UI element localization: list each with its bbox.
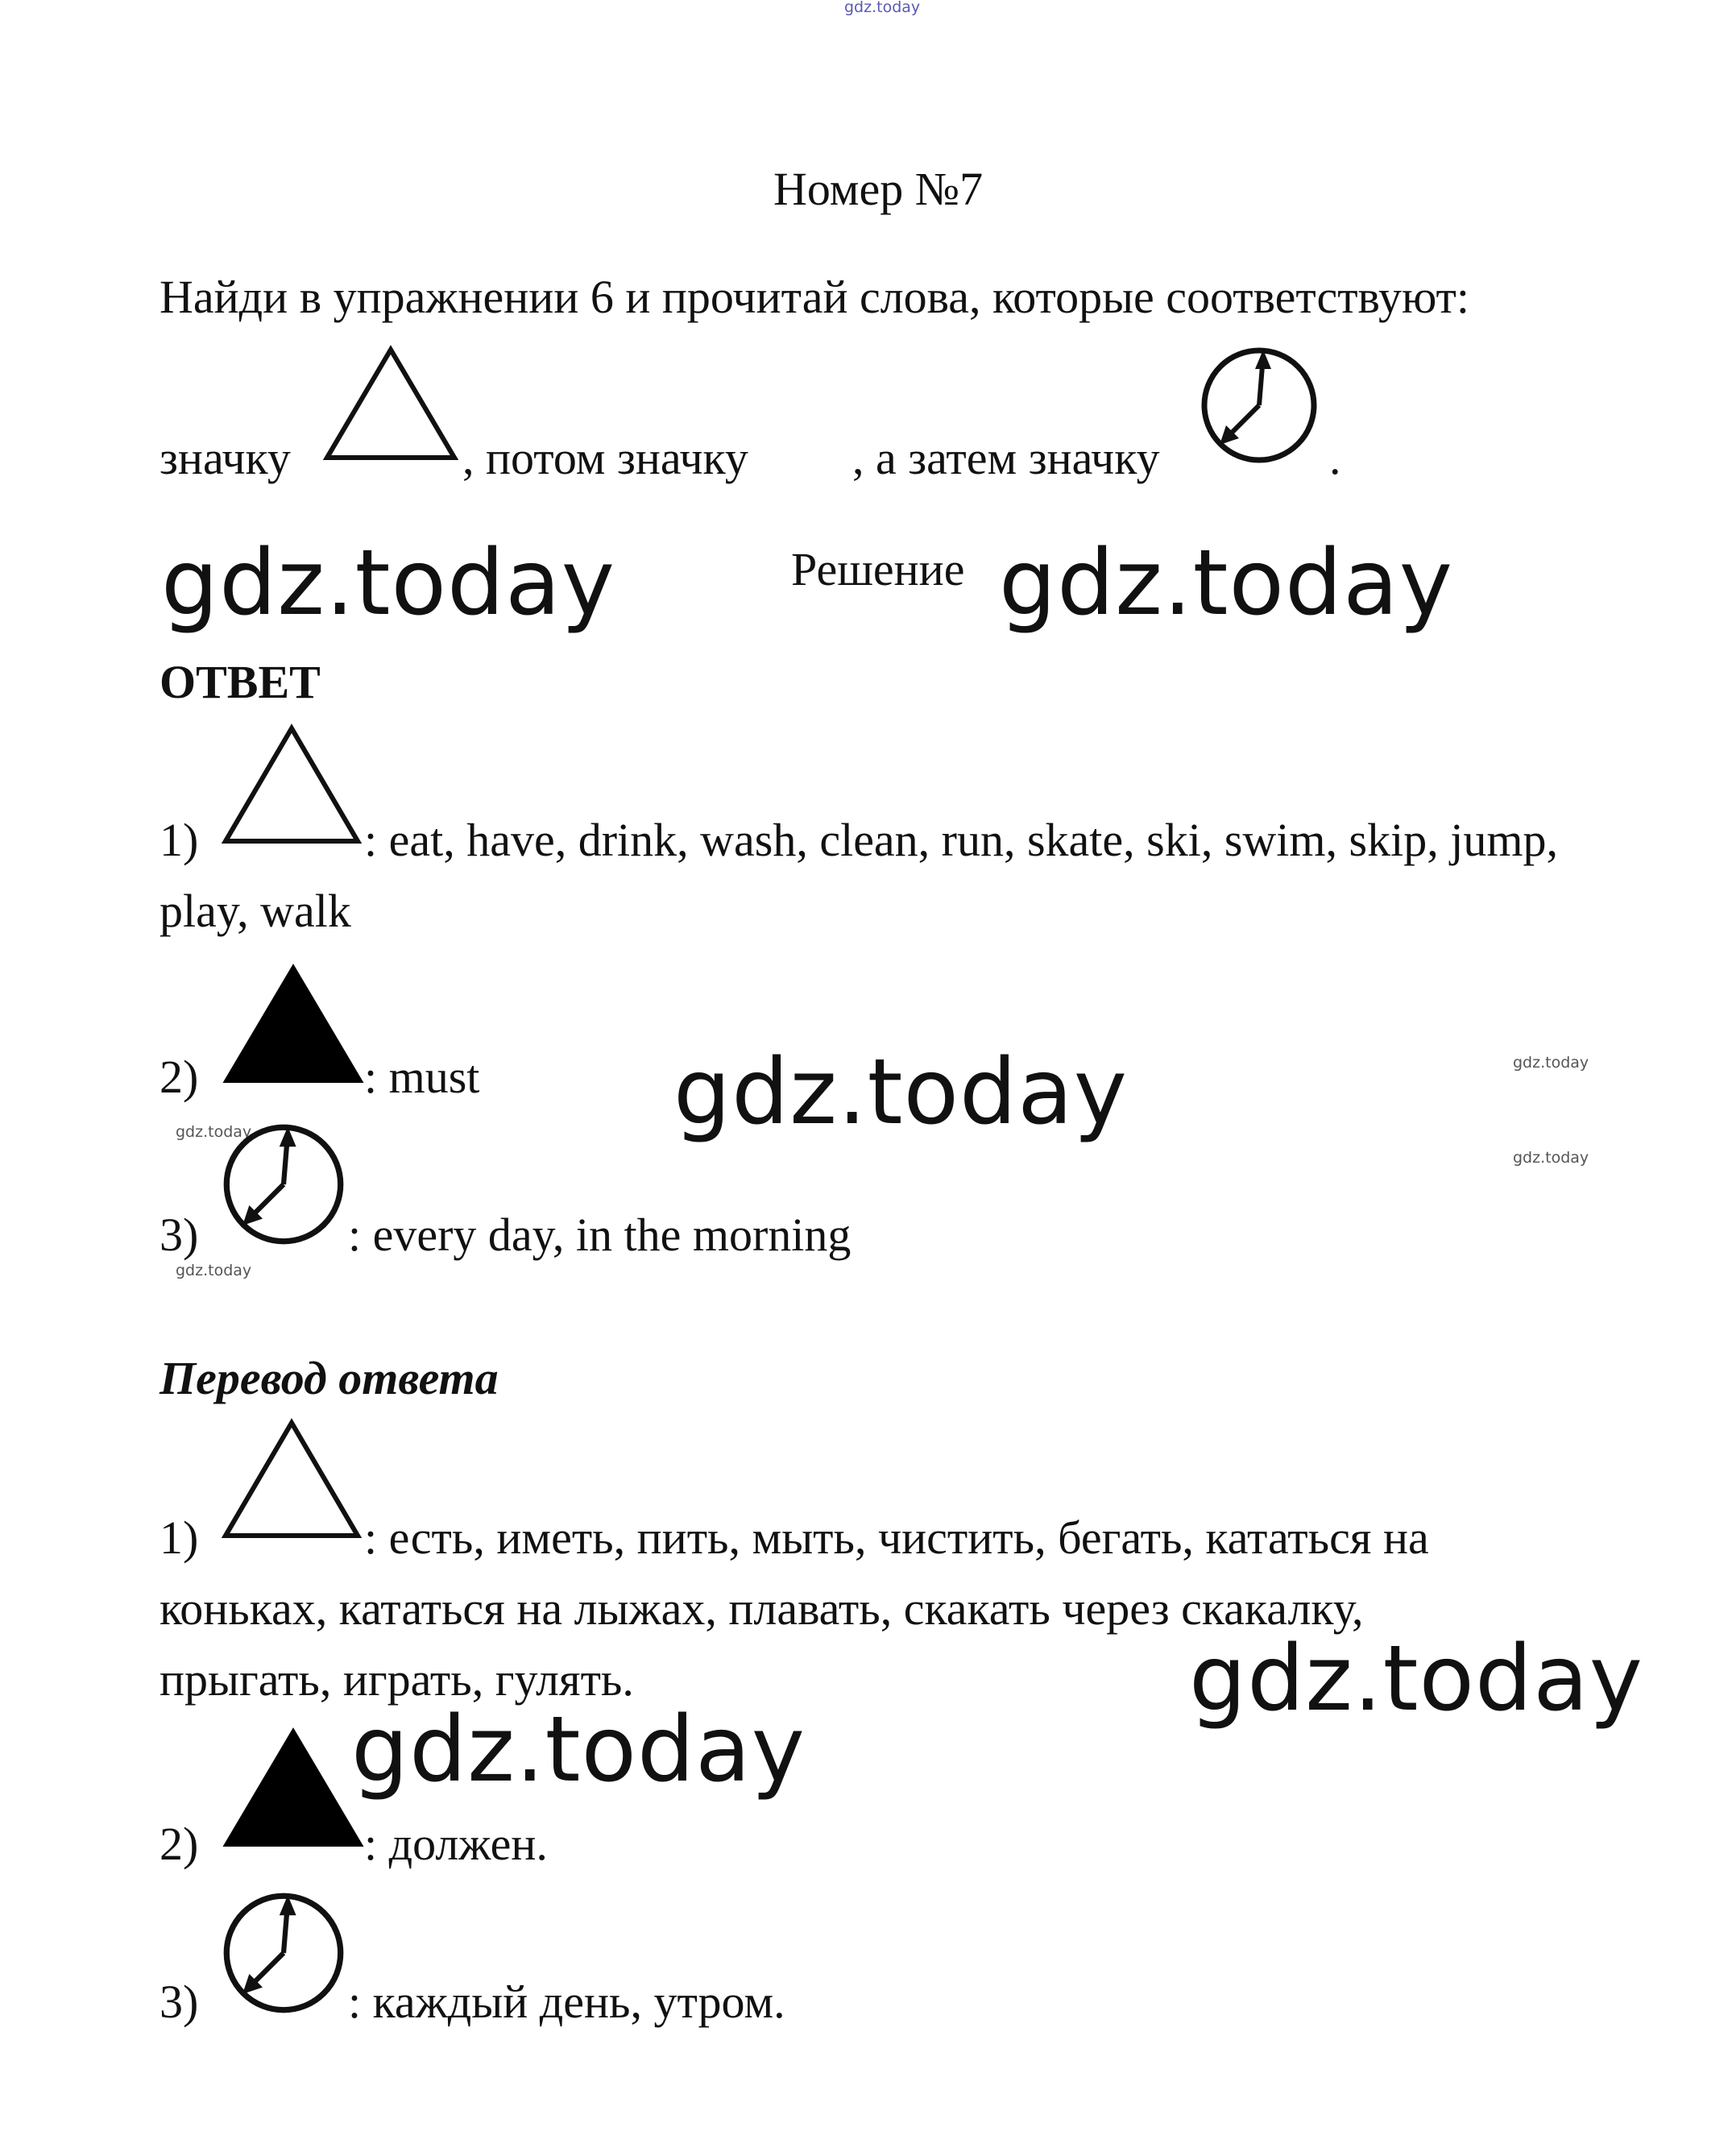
watermark-top: gdz.today — [844, 0, 921, 16]
watermark-small-3: gdz.today — [176, 1123, 252, 1141]
answer-3-text: : every day, in the morning — [348, 1209, 851, 1261]
answer-1-line2: play, walk — [160, 885, 351, 937]
translation-1-line1: : есть, иметь, пить, мыть, чистить, бегать, кататься на — [364, 1511, 1429, 1564]
task-part1: значку — [160, 432, 291, 484]
answer-2-number: 2) — [160, 1051, 199, 1103]
watermark-small-4: gdz.today — [176, 1262, 252, 1279]
answer-1-line1: : eat, have, drink, wash, clean, run, skate, ski, swim, skip, jump, — [364, 814, 1558, 866]
task-part3: , а затем значку — [852, 432, 1160, 484]
task-part2: , потом значку — [462, 432, 748, 484]
watermark-small-1: gdz.today — [1513, 1054, 1589, 1072]
watermark-big-4: gdz.today — [1189, 1627, 1644, 1731]
watermark-big-3: gdz.today — [673, 1040, 1129, 1145]
translation-1-number: 1) — [160, 1511, 199, 1564]
triangle-outline-icon — [221, 724, 363, 846]
translation-1-line2: коньках, кататься на лыжах, плавать, скакать через скакалку, — [160, 1582, 1364, 1635]
answer-1-number: 1) — [160, 814, 199, 866]
triangle-outline-icon — [322, 345, 459, 462]
task-text: Найди в упражнении 6 и прочитай слова, которые соответствуют: — [160, 271, 1469, 323]
watermark-big-1: gdz.today — [161, 531, 616, 636]
page-title: Номер №7 — [773, 163, 984, 215]
answer-2-text: : must — [364, 1051, 480, 1103]
clock-icon — [1199, 345, 1320, 466]
translation-3-number: 3) — [160, 1976, 199, 2028]
answer-heading: ОТВЕТ — [160, 656, 321, 708]
triangle-filled-icon — [222, 964, 364, 1086]
watermark-big-2: gdz.today — [999, 531, 1454, 636]
watermark-small-2: gdz.today — [1513, 1149, 1589, 1167]
translation-3-text: : каждый день, утром. — [348, 1976, 785, 2028]
task-part4: . — [1329, 432, 1341, 484]
clock-icon — [221, 1122, 346, 1247]
triangle-outline-icon — [221, 1418, 363, 1540]
answer-3-number: 3) — [160, 1209, 199, 1261]
solution-label: Решение — [791, 543, 965, 595]
clock-icon — [221, 1890, 346, 2016]
translation-heading: Перевод ответа — [160, 1352, 499, 1404]
translation-2-text: : должен. — [364, 1818, 548, 1870]
triangle-filled-icon — [222, 1727, 364, 1850]
translation-1-line3: прыгать, играть, гулять. — [160, 1653, 634, 1706]
watermark-big-5: gdz.today — [351, 1698, 806, 1802]
translation-2-number: 2) — [160, 1818, 199, 1870]
